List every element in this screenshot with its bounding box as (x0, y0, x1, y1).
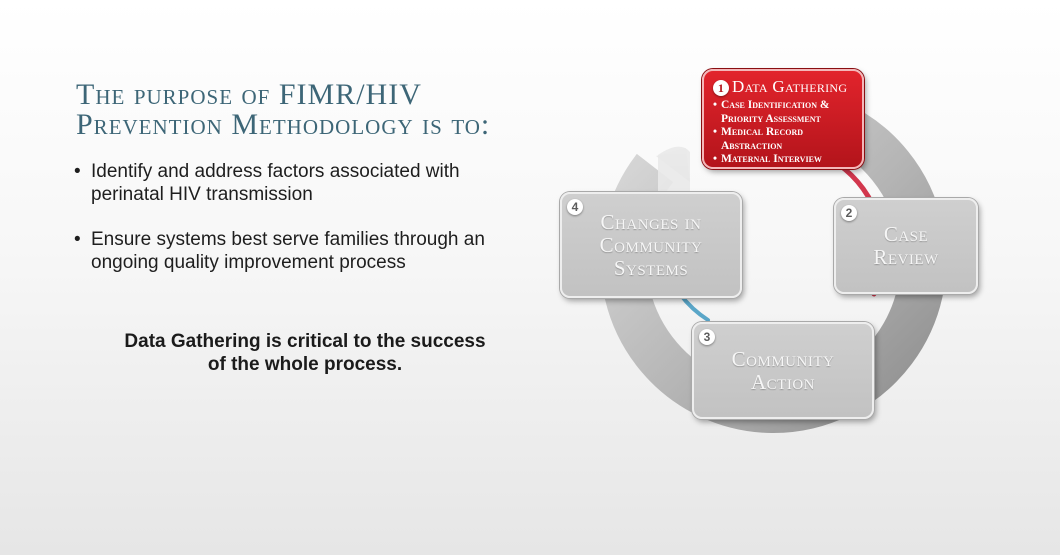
step-number-badge: 4 (567, 199, 583, 215)
step-label: Case Review (873, 222, 939, 269)
step-item (713, 153, 854, 167)
callout-line-2: of the whole process. (207, 354, 403, 375)
slide-title (76, 80, 490, 140)
bullet-text: Ensure systems best serve families through an ongoing quality improvement process (91, 229, 485, 273)
bullet-icon: • (74, 229, 81, 250)
title-line-1: The purpose of FIMR/HIV (76, 78, 422, 111)
step-item-text: Case Identification & Priority Assessment (721, 99, 830, 125)
bullet-text: Identify and address factors associated with perinatal HIV transmission (91, 161, 460, 205)
step-item-text: Maternal Interview (721, 153, 822, 165)
step-item-text: Medical Record Abstraction (721, 126, 804, 152)
bullet-icon: • (713, 153, 718, 165)
step-number-badge: 1 (713, 80, 729, 96)
step-label: Changes in Community Systems (599, 209, 703, 280)
step-number-badge: 2 (841, 205, 857, 221)
step-label: Community Action (731, 346, 835, 394)
title-line-2: Prevention Methodology is to: (76, 108, 491, 141)
callout-line-1: Data Gathering is critical to the success (124, 331, 486, 352)
bullet-item (74, 160, 544, 206)
step-item (713, 99, 854, 126)
bullet-icon: • (713, 126, 718, 138)
step-number-badge: 3 (699, 329, 715, 345)
step-community-action (692, 322, 874, 419)
step-item (713, 126, 854, 153)
step-changes-in-community-systems (560, 192, 742, 298)
step-label: Data Gathering (732, 77, 848, 96)
step-data-gathering (702, 69, 864, 169)
bullet-item (74, 228, 544, 274)
step-case-review (834, 198, 978, 294)
purpose-bullet-list (74, 160, 544, 296)
step-item-list (713, 99, 854, 167)
bullet-icon: • (74, 161, 81, 182)
callout-text (90, 330, 520, 376)
bullet-icon: • (713, 99, 718, 111)
